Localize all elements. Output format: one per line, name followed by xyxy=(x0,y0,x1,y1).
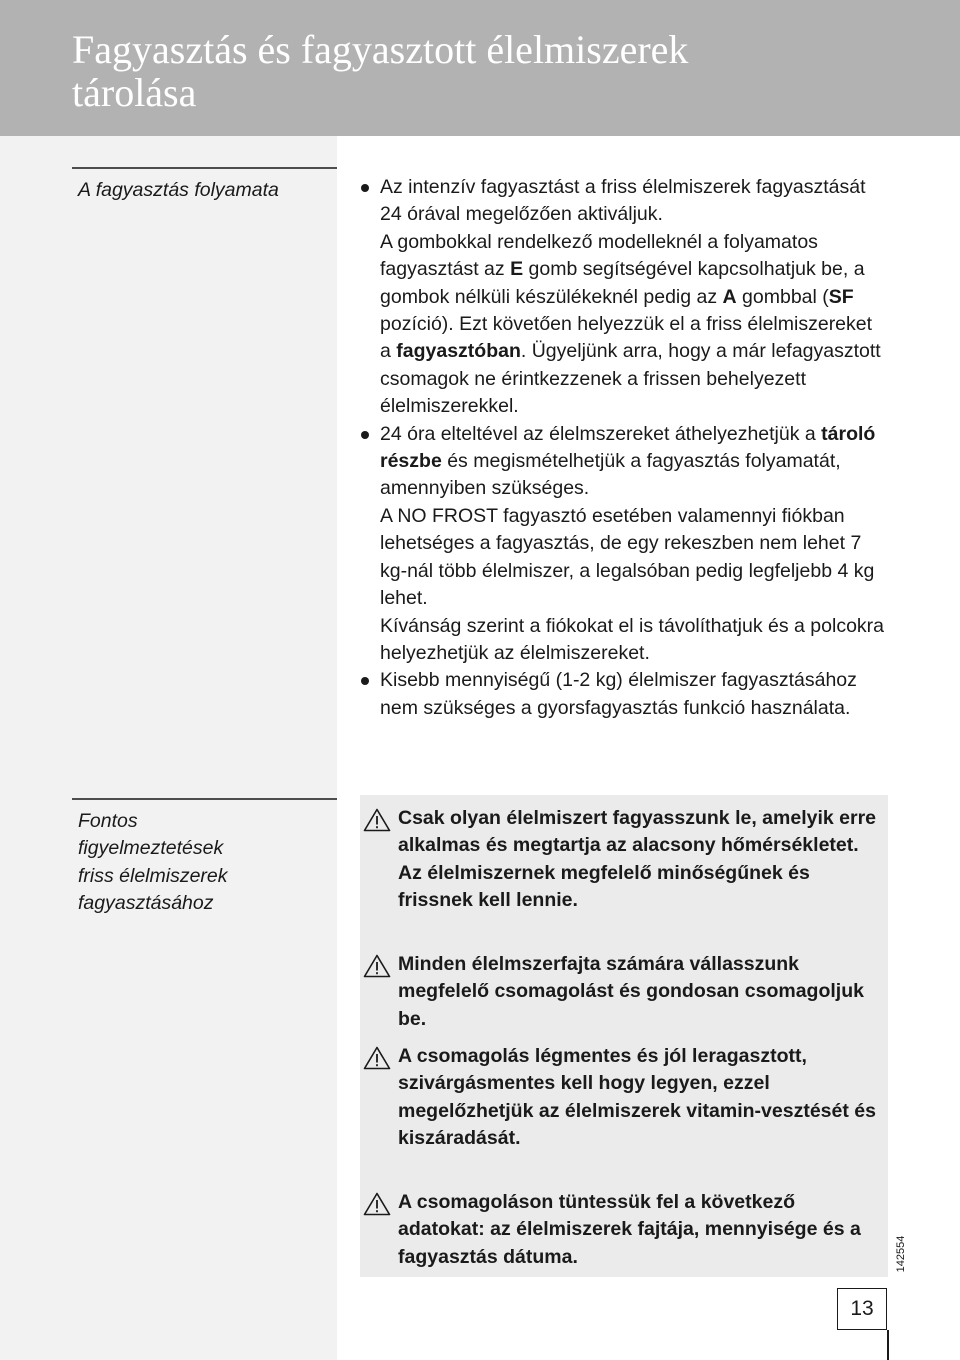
page-header xyxy=(0,0,960,136)
warning-item xyxy=(360,951,888,1033)
sidebar-label-line: fagyasztásához xyxy=(78,892,214,915)
bullet-text: 24 óra elteltével az élelmszereket áthelyezhetjük a tároló részbe és megismételhetjük a fagyasztás folyamatát, amennyiben szükséges. xyxy=(380,422,876,500)
freezing-process-content xyxy=(360,174,888,722)
warnings-box xyxy=(360,795,888,1277)
sidebar-label-line: friss élelmiszerek xyxy=(78,864,228,887)
warning-text: Csak olyan élelmiszert fagyasszunk le, amelyik erre alkalmas és megtartja az alacsony hőmérsékletet. Az élelmiszernek megfelelő minőségűnek és frissnek kell lennie. xyxy=(398,807,877,912)
bullet-dot xyxy=(361,677,369,685)
page-title xyxy=(72,28,892,114)
bullet-text: Az intenzív fagyasztást a friss élelmiszerek fagyasztását 24 órával megelőzően aktiváljuk. xyxy=(380,176,866,226)
warning-triangle-icon xyxy=(363,1046,391,1070)
page-number-box xyxy=(837,1288,887,1330)
sidebar-label-important-warnings xyxy=(72,798,337,918)
warning-text: A csomagoláson tüntessük fel a következő adatokat: az élelmiszerek fajtája, mennyisége és a fagyasztás dátuma. xyxy=(398,1191,861,1268)
page-title-line2: tárolása xyxy=(72,70,197,115)
sidebar xyxy=(0,136,337,1360)
bullet-text: A NO FROST fagyasztó esetében valamennyi fiókban lehetséges a fagyasztás, de egy rekeszben nem lehet 7 kg-nál több élelmiszer, a legalsóban pedig legfeljebb 4 kg lehet. xyxy=(380,504,875,610)
warning-triangle-icon xyxy=(363,954,391,978)
warning-text: A csomagolás légmentes és jól leragasztott, szivárgásmentes kell hogy legyen, ezzel megelőzhetjük az élelmiszerek vitamin-vesztését és kiszáradását. xyxy=(398,1045,876,1150)
sidebar-label-freezing-process xyxy=(72,167,337,204)
bullet-item xyxy=(360,421,888,668)
bullet-dot xyxy=(361,431,369,439)
bullet-item xyxy=(360,174,888,421)
warning-item xyxy=(360,1043,888,1153)
bullet-text: Kisebb mennyiségű (1-2 kg) élelmiszer fagyasztásához nem szükséges a gyorsfagyasztás funkció használata. xyxy=(380,669,857,719)
bullet-item xyxy=(360,667,888,722)
warning-triangle-icon xyxy=(363,808,391,832)
bullet-dot xyxy=(361,184,369,192)
bullet-text: A gombokkal rendelkező modelleknél a folyamatos fagyasztást az E gomb segítségével kapcsolhatjuk be, a gombok nélküli készülékeknél pedig az A gombbal (SF pozíció). Ezt követően helyezzük el a friss élelmiszereket a fagyasztóban. Ügyeljünk arra, hogy a már lefagyasztott csomagok ne érintkezzenek a frissen behelyezett élelmiszerekkel. xyxy=(380,230,881,418)
warning-item xyxy=(360,1189,888,1271)
warning-text: Minden élelmszerfajta számára vállasszunk megfelelő csomagolást és gondosan csomagoljuk be. xyxy=(398,953,864,1030)
warning-triangle-icon xyxy=(363,1192,391,1216)
page-title-line1: Fagyasztás és fagyasztott élelmiszerek xyxy=(72,27,689,72)
document-code xyxy=(890,1228,912,1280)
sidebar-label-line: figyelmeztetések xyxy=(78,837,224,860)
warning-item xyxy=(360,805,888,915)
document-code-text: 142554 xyxy=(895,1235,907,1273)
page-number: 13 xyxy=(850,1297,874,1320)
bullet-text: Kívánság szerint a fiókokat el is távolíthatjuk és a polcokra helyezhetjük az élelmiszereket. xyxy=(380,614,885,664)
sidebar-label-text: A fagyasztás folyamata xyxy=(78,179,279,201)
page-number-rule xyxy=(887,1330,889,1360)
sidebar-label-line: Fontos xyxy=(78,810,138,832)
